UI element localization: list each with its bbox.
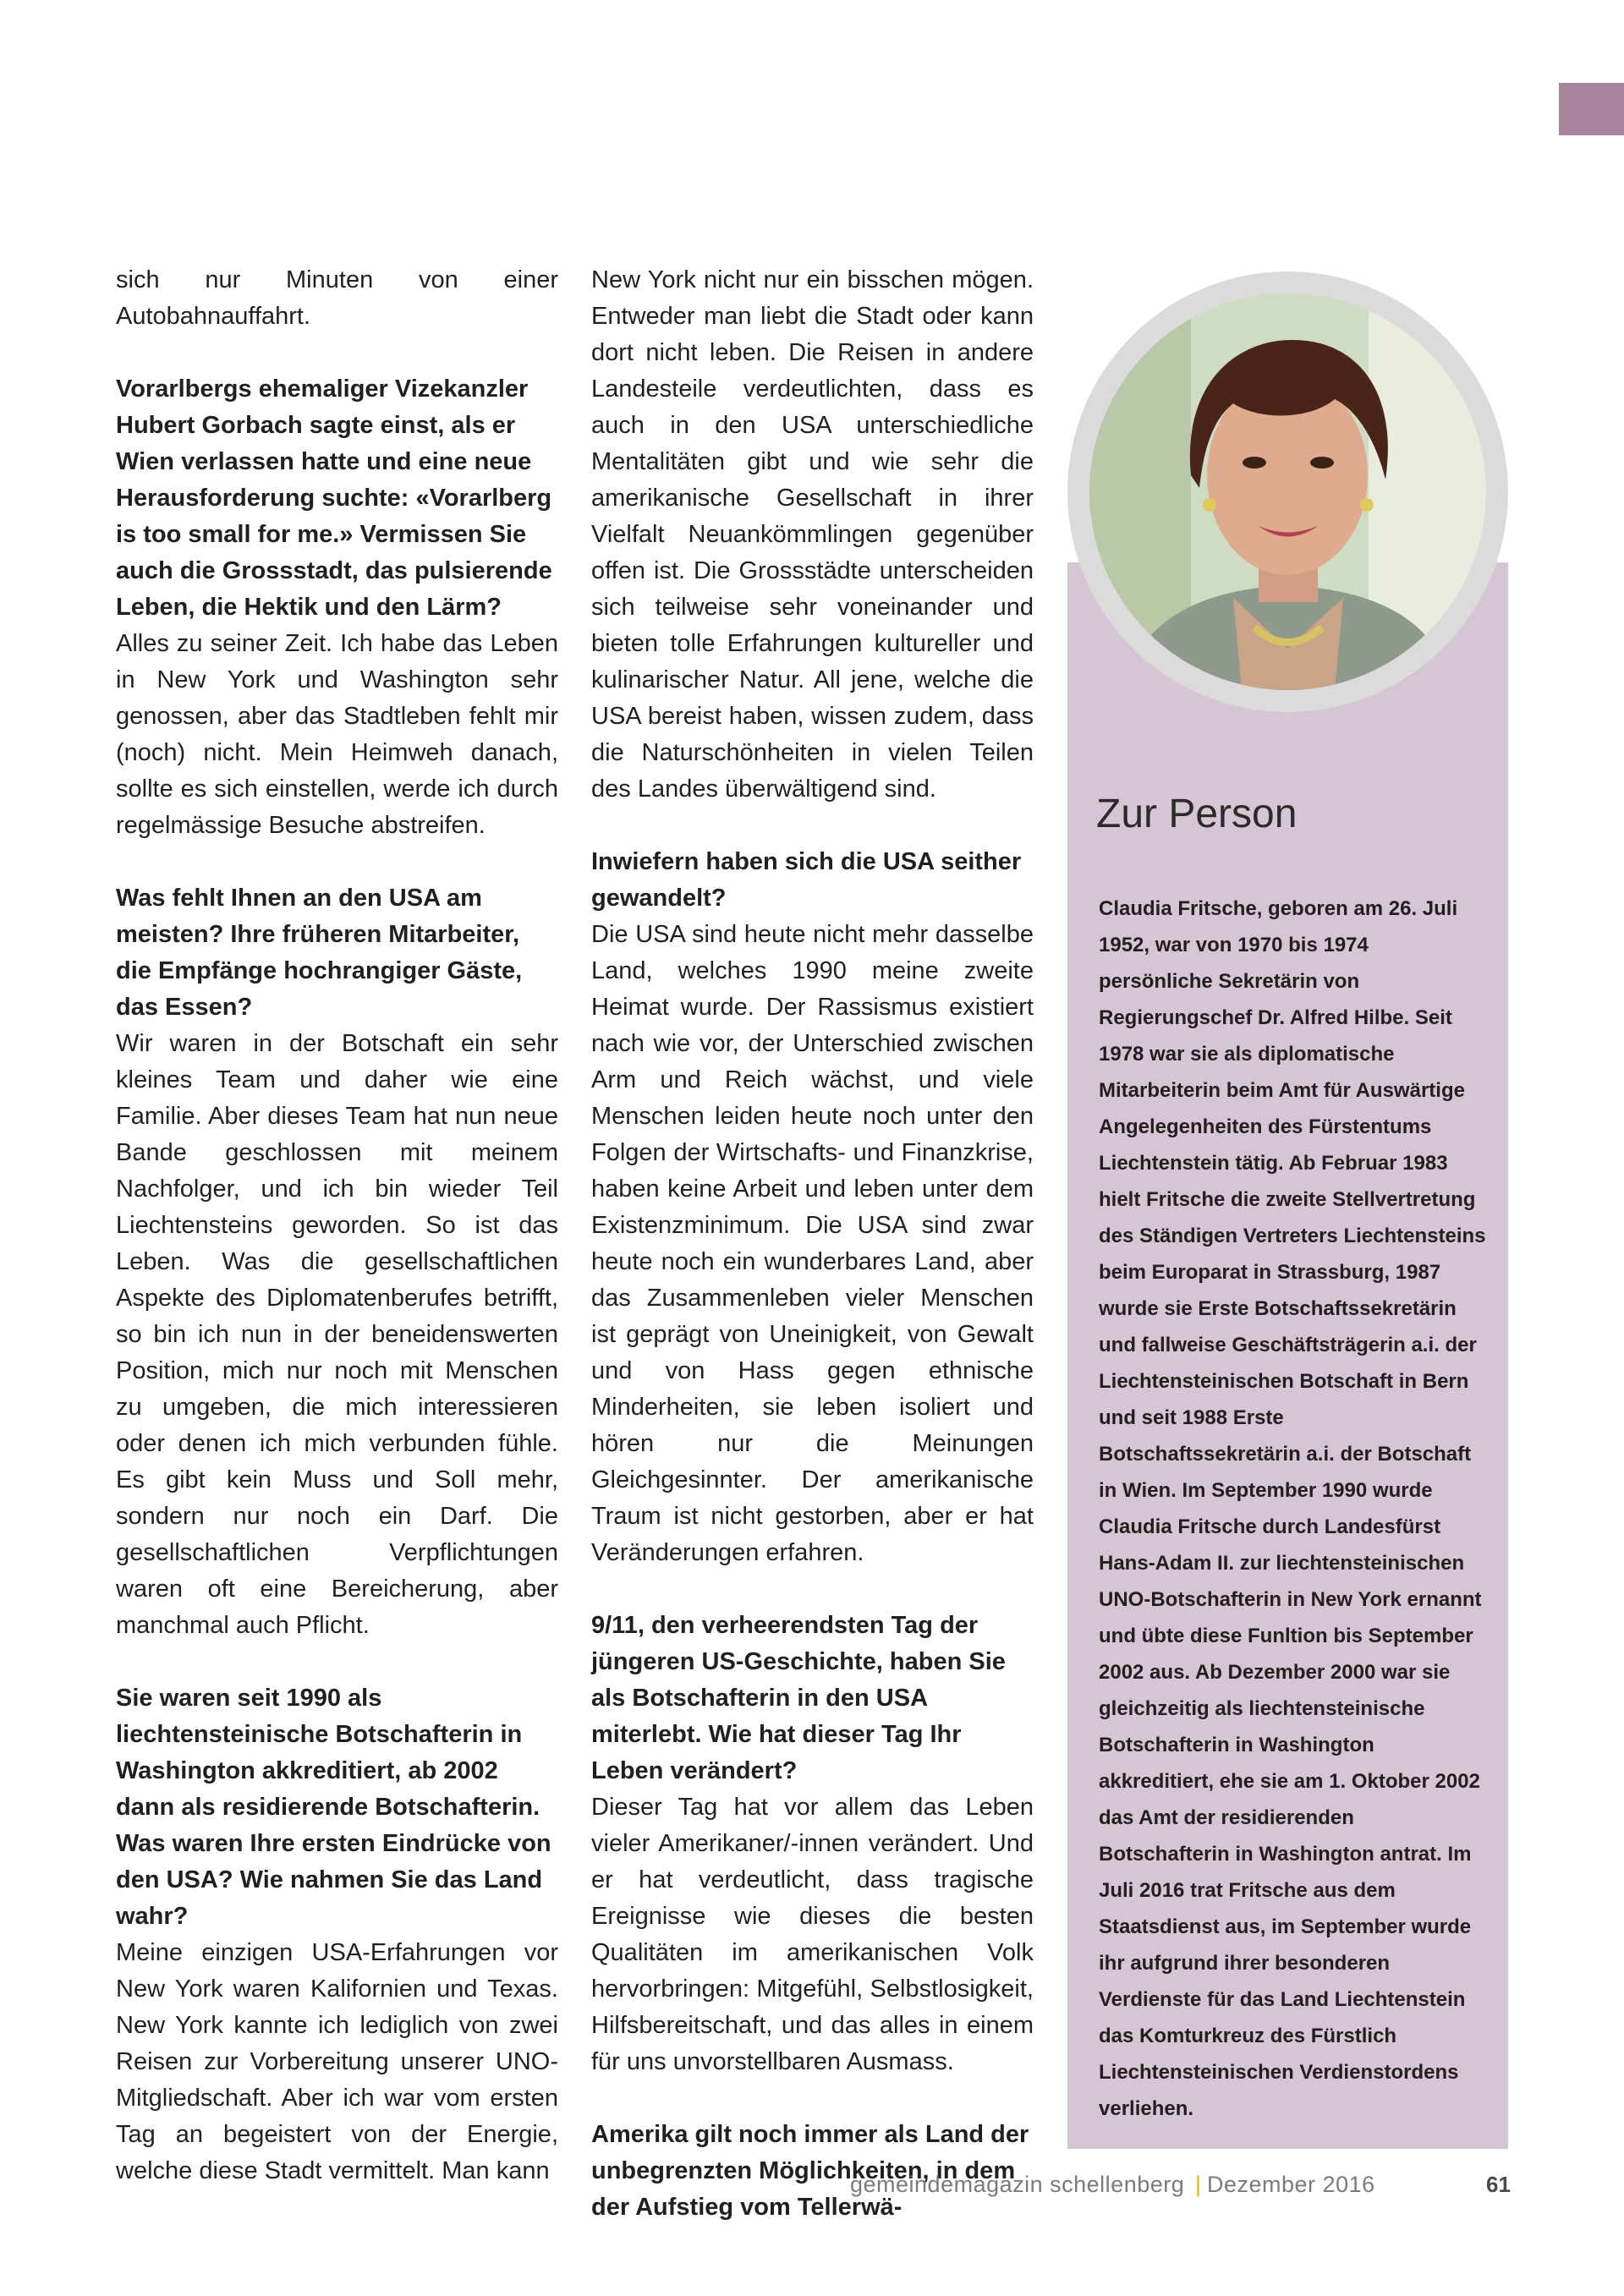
answer-paragraph: New York nicht nur ein bisschen mögen. Entweder man liebt die Stadt oder kann dort nicht leben. Die Reisen in andere Landesteile verdeutlichten, dass es auch in den USA unterschiedliche Mentalitäten gibt und wie sehr die amerikanische Gesellschaft in ihrer Vielfalt Neuankömmlingen gegenüber offen ist. Die Grossstädte unterscheiden sich teilweise sehr voneinander und bieten tolle Erfahrungen kultureller und kulinarischer Natur. All jene, welche die USA bereist haben, wissen zudem, dass die Naturschönheiten in vielen Teilen des Landes überwältigend sind. xyxy=(591,266,1034,803)
article-column-right xyxy=(591,262,1034,2226)
interview-question: Inwiefern haben sich die USA seither gewandelt? xyxy=(591,848,1022,912)
section-color-tab xyxy=(1559,83,1624,135)
footer-magazine-name: gemeindemagazin schellenberg xyxy=(850,2172,1185,2197)
interview-question: 9/11, den verheerendsten Tag der jüngeren US-Geschichte, haben Sie als Botschafterin in den USA miterlebt. Wie hat dieser Tag Ihr Leben verändert? xyxy=(591,1612,1006,1784)
answer-paragraph: sich nur Minuten von einer Autobahnauffahrt. xyxy=(116,266,558,330)
portrait-illustration xyxy=(1089,293,1486,690)
sidebar-bio-text: Claudia Fritsche, geboren am 26. Juli 1952, war von 1970 bis 1974 persönliche Sekretärin von Regierungschef Dr. Alfred Hilbe. Seit 1978 war sie als diplomatische Mitarbeiterin beim Amt für Auswärtige Angelegenheiten des Fürstentums Liechtenstein tätig. Ab Februar 1983 hielt Fritsche die zweite Stellvertretung des Ständigen Vertreters Liechtensteins beim Europarat in Strassburg, 1987 wurde sie Erste Botschaftssekretärin und fallweise Geschäftsträgerin a.i. der Liechtensteinischen Botschaft in Bern und seit 1988 Erste Botschaftssekretärin a.i. der Botschaft in Wien. Im September 1990 wurde Claudia Fritsche durch Landesfürst Hans-Adam II. zur liechtensteinischen UNO-Botschafterin in New York ernannt und übte diese Funltion bis September 2002 aus. Ab Dezember 2000 war sie gleichzeitig als liechtensteinische Botschafterin in Washington akkreditiert, ehe sie am 1. Oktober 2002 das Amt der residierenden Botschafterin in Washington antrat. Im Juli 2016 trat Fritsche aus dem Staatsdienst aus, im September wurde ihr aufgrund ihrer besonderen Verdienste für das Land Liechtenstein das Komturkreuz des Fürstlich Liechtensteinischen Verdienstordens verliehen. xyxy=(1099,897,1486,2120)
interview-question: Sie waren seit 1990 als liechtensteinische Botschafterin in Washington akkreditiert, ab 2002 dann als residierende Botschafterin. Was waren Ihre ersten Eindrücke von den USA? Wie nahmen Sie das Land wahr? xyxy=(116,1685,551,1930)
interview-question: Vorarlbergs ehemaliger Vizekanzler Hubert Gorbach sagte einst, als er Wien verlassen hatte und eine neue Herausforderung suchte: «Vorarlberg is too small for me.» Vermissen Sie auch die Grossstadt, das pulsierende Leben, die Hektik und den Lärm? xyxy=(116,375,552,621)
sidebar-title: Zur Person xyxy=(1096,792,1298,836)
footer-date: Dezember 2016 xyxy=(1207,2172,1375,2197)
page-number: 61 xyxy=(1486,2172,1511,2197)
footer-separator: | xyxy=(1195,2172,1202,2197)
portrait-photo xyxy=(1089,293,1486,690)
answer-paragraph: Alles zu seiner Zeit. Ich habe das Leben in New York und Washington sehr genossen, aber das Stadtleben fehlt mir (noch) nicht. Mein Heimweh danach, sollte es sich einstellen, werde ich durch regelmässige Besuche abstreifen. xyxy=(116,630,558,839)
interview-question: Was fehlt Ihnen an den USA am meisten? Ihre früheren Mitarbeiter, die Empfänge hochrangiger Gäste, das Essen? xyxy=(116,885,523,1021)
answer-paragraph: Wir waren in der Botschaft ein sehr kleines Team und daher wie eine Familie. Aber dieses Team hat nun neue Bande geschlossen mit meinem Nachfolger, und ich bin wieder Teil Liechtensteins geworden. So ist das Leben. Was die gesellschaftlichen Aspekte des Diplomatenberufes betrifft, so bin ich nun in der beneidenswerten Position, mich nur noch mit Menschen zu umgeben, die mich interessieren oder denen ich mich verbunden fühle. Es gibt kein Muss und Soll mehr, sondern nur noch ein Darf. Die gesellschaftlichen Verpflichtungen waren oft eine Bereicherung, aber manchmal auch Pflicht. xyxy=(116,1030,558,1639)
article-column-left xyxy=(116,262,558,2189)
answer-paragraph: Meine einzigen USA-Erfahrungen vor New York waren Kalifornien und Texas. New York kannte ich lediglich von zwei Reisen zur Vorbereitung unserer UNO-Mitgliedschaft. Aber ich war vom ersten Tag an begeistert von der Energie, welche diese Stadt vermittelt. Man kann xyxy=(116,1939,558,2184)
interview-question: Amerika gilt noch immer als Land der unbegrenzten Möglichkeiten, in dem der Aufstieg vom Tellerwä- xyxy=(591,2121,1029,2221)
answer-paragraph: Dieser Tag hat vor allem das Leben vieler Amerikaner/-innen verändert. Und er hat verdeutlicht, dass tragische Ereignisse wie dieses die besten Qualitäten im amerikanischen Volk hervorbringen: Mitgefühl, Selbstlosigkeit, Hilfsbereitschaft, und das alles in einem für uns unvorstellbaren Ausmass. xyxy=(591,1794,1034,2075)
answer-paragraph: Die USA sind heute nicht mehr dasselbe Land, welches 1990 meine zweite Heimat wurde. Der Rassismus existiert nach wie vor, der Unterschied zwischen Arm und Reich wächst, und viele Menschen leiden heute noch unter den Folgen der Wirtschafts- und Finanzkrise, haben keine Arbeit und leben unter dem Existenzminimum. Die USA sind zwar heute noch ein wunderbares Land, aber das Zusammenleben vieler Menschen ist geprägt von Uneinigkeit, von Gewalt und von Hass gegen ethnische Minderheiten, sie leben isoliert und hören nur die Meinungen Gleichgesinnter. Der amerikanische Traum ist nicht gestorben, aber er hat Veränderungen erfahren. xyxy=(591,921,1034,1566)
